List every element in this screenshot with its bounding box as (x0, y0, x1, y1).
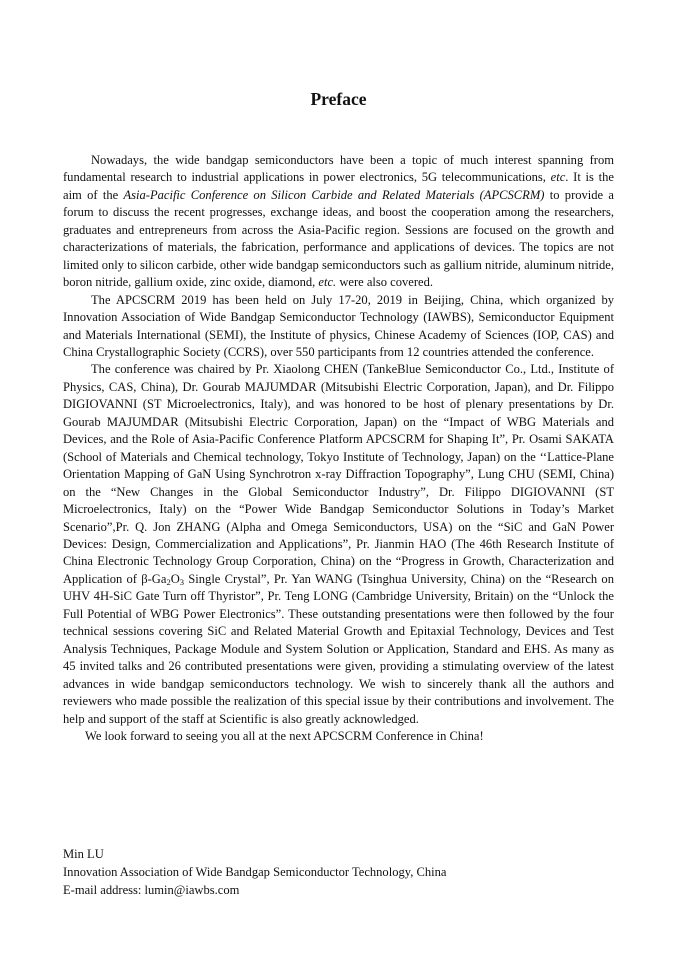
signature-block (63, 845, 623, 899)
formula-subscript-3: 3 (179, 577, 185, 587)
conference-name: Asia-Pacific Conference on Silicon Carbide and Related Materials (APCSCRM) (123, 187, 545, 202)
intro-text-2: . It is the aim of the (63, 170, 614, 202)
preface-body (63, 152, 614, 745)
author-name: Min LU (63, 847, 104, 861)
formula-oxygen: O (170, 571, 180, 586)
paragraph-chairs-and-talks (63, 361, 614, 728)
intro-text-1: Nowadays, the wide bandgap semiconductors have been a topic of much interest spanning from fundamental research to industrial applications in power electronics, 5G telecommunications, (63, 153, 614, 185)
intro-text-4: were also covered. (336, 275, 434, 290)
talks-text-2: Single Crystal”, Pr. Yan WANG (Tsinghua University, China) on the “Research on UHV 4H-SiC Gate Turn off Thyristor”, Pr. Teng LONG (Cambridge University, Britain) on the “Unlock the Full Potential of WBG Power Electronics”. These outstanding presentations were then followed by the four technical sessions covering SiC and Related Material Growth and Epitaxial Technology, Devices and Test Analysis Techniques, Package Module and System Solution or Application, Standard and EHS. As many as 45 invited talks and 26 contributed presentations were given, providing a stimulating overview of the latest advances in wide bandgap semiconductors technology. We wish to sincerely thank all the authors and reviewers who made possible the realization of this special issue by their contributions and involvement. The help and support of the staff at Scientific is also greatly acknowledged. (63, 571, 614, 726)
talks-text-1: The conference was chaired by Pr. Xiaolong CHEN (TankeBlue Semiconductor Co., Ltd., Institute of Physics, CAS, China), Dr. Gourab MAJUMDAR (Mitsubishi Electric Corporation, Japan), and Dr. Filippo DIGIOVANNI (ST Microelectronics, Italy), and was honored to be host of plenary presentations by Dr. Gourab MAJUMDAR (Mitsubishi Electric Corporation, Japan) on the “Impact of WBG Materials and Devices, and the Role of Asia-Pacific Conference Platform APCSCRM for Shaping It”, Pr. Osami SAKATA (School of Materials and Chemical technology, Tokyo Institute of Technology, Japan) on the ‘‘Lattice-Plane Orientation Mapping of GaN Using Synchrotron x-ray Diffraction Topography”, Lung CHU (SEMI, China) on the “New Changes in the Global Semiconductor Industry”, Dr. Filippo DIGIOVANNI (ST Microelectronics, Italy) on the “Power Wide Bandgap Semiconductor Solutions in Today’s Market Scenario”,Pr. Q. Jon ZHANG (Alpha and Omega Semiconductors, USA) on the “SiC and GaN Power Devices: Design, Commercialization and Applications”, Pr. Jianmin HAO (The 46th Research Institute of China Electronic Technology Group Corporation, China) on the “Progress in Growth, Characterization and Application of β-Ga (63, 362, 614, 586)
paragraph-intro (63, 152, 614, 292)
intro-etc-1: etc (550, 170, 566, 185)
formula-subscript-2: 2 (166, 577, 171, 587)
intro-text-3: to provide a forum to discuss the recent progresses, exchange ideas, and boost the cooperation among the researchers, graduates and entrepreneurs from across the Asia-Pacific region. Sessions are focused on the growth and characterizations of materials, the fabrication, performance and applications of devices. The topics are not limited only to silicon carbide, other wide bandgap semiconductors such as gallium nitride, aluminum nitride, boron nitride, gallium oxide, zinc oxide, diamond, (63, 187, 614, 290)
paragraph-conference-info: The APCSCRM 2019 has been held on July 17-20, 2019 in Beijing, China, which organized by Innovation Association of Wide Bandgap Semiconductor Technology (IAWBS), Semiconductor Equipment and Materials International (SEMI), the Institute of physics, Chinese Academy of Sciences (IOP, CAS) and China Crystallographic Society (CCRS), over 550 participants from 12 countries attended the conference. (63, 292, 614, 359)
intro-etc-2: etc. (318, 275, 337, 290)
paragraph-closing: We look forward to seeing you all at the next APCSCRM Conference in China! (85, 728, 484, 743)
author-affiliation: Innovation Association of Wide Bandgap Semiconductor Technology, China (63, 865, 447, 879)
author-email: E-mail address: lumin@iawbs.com (63, 883, 240, 897)
page-title: Preface (310, 89, 367, 109)
